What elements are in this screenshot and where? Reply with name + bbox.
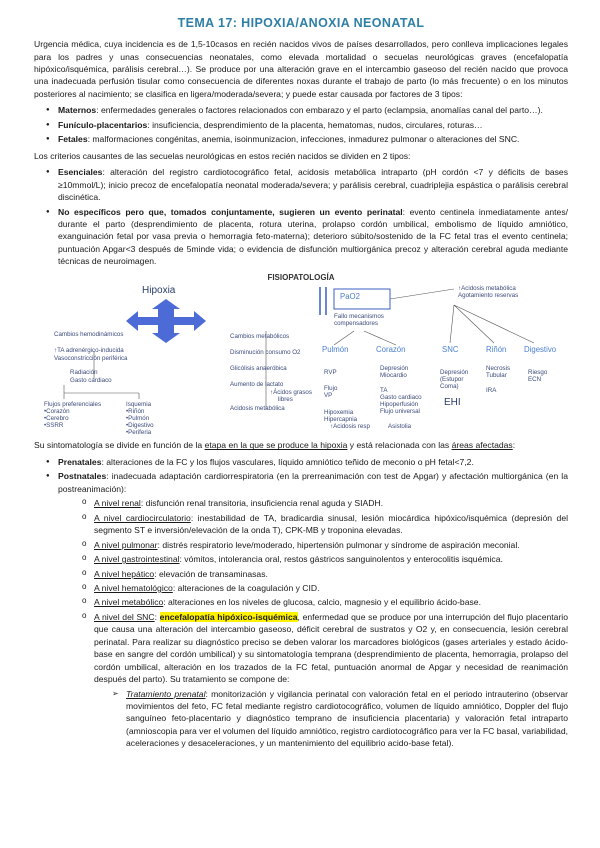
diagram-isquemia-2: •Pulmón <box>126 415 150 423</box>
postnatales-text: : inadecuada adaptación cardiorrespiratoria (en la prerreanimación con test de Apgar) y afectación multiorgánica (en la postreanimación): <box>58 471 568 494</box>
list-item <box>46 470 568 750</box>
level-text: : disfunción renal transitoria, insuficiencia renal aguda y SIADH. <box>140 498 384 509</box>
diagram-pao2: PaO2 <box>340 292 360 302</box>
list-item <box>46 456 568 468</box>
diagram-snc-1: (Estupor <box>440 376 464 384</box>
diagram-flujos-2: •Cerebro <box>44 415 69 423</box>
symptom-intro-c: y está relacionada con las <box>347 440 452 451</box>
diagram-corazon-3: Gasto cardiaco <box>380 394 422 402</box>
criteria-label: Esenciales <box>58 167 103 178</box>
list-item <box>82 553 568 565</box>
diagram-left-ta: ↑TA adrenérgico-inducida <box>54 347 124 355</box>
diagram-head-corazon: Corazón <box>376 345 406 355</box>
level-label: A nivel hepático <box>94 568 155 579</box>
diagram-digestivo-0: Riesgo <box>528 369 548 377</box>
diagram-pulmon-5: ↑Acidosis resp <box>330 423 370 431</box>
diagram-corazon-6: Asistolia <box>388 423 412 431</box>
list-item <box>82 568 568 580</box>
list-item <box>112 688 568 750</box>
treatment-list <box>94 688 568 750</box>
diagram-head-digestivo: Digestivo <box>524 345 557 355</box>
diagram-pulmon-0: RVP <box>324 369 337 377</box>
snc-label: A nivel del SNC <box>94 611 155 622</box>
factor-text: : malformaciones congénitas, anemia, isoinmunizacion, infecciones, inmadurez pulmonar o alteraciones del SNC. <box>87 134 520 145</box>
diagram-isquemia-0: Isquemia <box>126 401 152 409</box>
diagram-isquemia-3: •Digestivo <box>126 422 154 430</box>
diagram-ehi: EHI <box>444 397 461 409</box>
diagram-head-rinon: Riñón <box>486 345 507 355</box>
diagram-rinon-2: IRA <box>486 387 497 395</box>
diagram-mid-0: Cambios metabólicos <box>230 333 290 341</box>
diagram-fallo-0: Fallo mecanismos <box>334 313 384 321</box>
diagram-head-snc: SNC <box>442 345 459 355</box>
diagram-pulmon-4: Hipercapnia <box>324 416 358 424</box>
list-item <box>46 119 568 131</box>
symptom-intro-e: : <box>512 440 516 451</box>
factor-label: Fetales <box>58 134 88 145</box>
diagram-isquemia-4: •Periferia <box>126 429 152 437</box>
diagram-left-vaso: Vasoconstricción periférica <box>54 355 128 363</box>
list-item <box>46 206 568 268</box>
fisiopatologia-heading: FISIOPATOLOGÍA <box>267 272 335 282</box>
diagram-isquemia-1: •Riñón <box>126 408 145 416</box>
criteria-text: : evento centinela inmediatamente antes/ durante el parto (desprendimiento de placenta, rotura uterina, prolapso cordón umbilical, embolismo de líquido amniótico, exanguinación fetal por vasa previa o hemorragia feto-materna); deterioro súbito/sostenido de la FC fetal tras el evento centinela; puntuación Apgar<3 después de 5minde vida; o evidencia de disfunción multiorgánica precoz y alteración cerebral aguda mediante técnicas de neuroimagen. <box>58 206 568 267</box>
diagram-flujos-0: Flujos preferenciales <box>44 401 102 409</box>
list-item <box>82 611 568 750</box>
diagram-corazon-1: Miocardio <box>380 372 407 380</box>
factor-label: Funículo-placentarios <box>58 119 148 130</box>
diagram-rinon-1: Tubular <box>486 372 507 380</box>
list-item <box>82 497 568 509</box>
diagram-rinon-0: Necrosis <box>486 365 511 373</box>
diagram-pulmon-2: VP <box>324 392 333 400</box>
level-label: A nivel renal <box>94 498 141 509</box>
symptom-intro-d: áreas afectadas <box>451 440 513 451</box>
page-title: TEMA 17: HIPOXIA/ANOXIA NEONATAL <box>177 16 425 30</box>
prenatales-text: : alteraciones de la FC y los flujos vasculares, líquido amniótico teñido de meconio o pH fetal<7,2. <box>101 456 474 467</box>
levels-list <box>58 497 568 750</box>
list-item <box>46 133 568 145</box>
diagram-pulmon-1: Flujo <box>324 385 338 393</box>
prenatales-label: Prenatales <box>58 456 102 467</box>
diagram-mid-3: Aumento de lactato <box>230 381 284 389</box>
diagram-mid-6: Acidosis metabólica <box>230 405 285 413</box>
criteria-label: No específicos pero que, tomados conjuntamente, sugieren un evento perinatal <box>58 206 403 217</box>
symptom-intro-a: Su sintomatología se divide en función de la <box>34 440 205 451</box>
diagram-left-cambios: Cambios hemodinámicos <box>54 331 124 339</box>
diagram-pulmon-3: Hipoxemia <box>324 409 354 417</box>
level-text: : alteraciones de la coagulación y CID. <box>172 582 320 593</box>
diagram-corazon-2: TA <box>380 387 388 395</box>
level-label: A nivel cardiocirculatorio <box>94 512 191 523</box>
diagram-acidosis-1: Agotamiento reservas <box>458 292 519 300</box>
level-label: A nivel metabólico <box>94 597 164 608</box>
list-item <box>82 512 568 537</box>
factor-text: : insuficiencia, desprendimiento de la placenta, hematomas, nudos, circulares, roturas… <box>147 119 483 130</box>
diagram-head-pulmon: Pulmón <box>322 345 349 355</box>
symptom-intro <box>34 439 568 451</box>
treatment-label: Tratamiento prenatal <box>126 688 206 699</box>
criteria-intro: Los criterios causantes de las secuelas neurológicas en estos recién nacidos se dividen en 2 tipos: <box>34 150 411 161</box>
diagram-hipoxia-label: Hipoxia <box>142 285 176 297</box>
hipoxia-arrow-icon <box>126 299 206 343</box>
criteria-list <box>34 166 568 268</box>
level-text: : vómitos, intolerancia oral, restos gástricos sanguinolentos y enterocolitis isquémica. <box>179 554 503 565</box>
symptom-intro-b: etapa en la que se produce la hipoxia <box>204 440 348 451</box>
postnatales-label: Postnatales <box>58 471 107 482</box>
diagram-digestivo-1: ECN <box>528 376 542 384</box>
level-text: : inestabilidad de TA, bradicardia sinusal, lesión miocárdica hipóxico/isquémica (depresión del segmento ST e inversión/elevación de la onda T), CPK-MB y troponina elevadas. <box>94 512 569 536</box>
diagram-fallo-1: compensadores <box>334 320 379 328</box>
fisiopatologia-diagram <box>34 285 568 435</box>
list-item <box>82 582 568 594</box>
level-text: : distrés respiratorio leve/moderado, hipertensión pulmonar y síndrome de aspiración meconial. <box>157 539 520 550</box>
diagram-acidosis-0: ↑Acidosis metabólica <box>458 285 516 293</box>
diagram-left-gasto: Gasto cardiaco <box>70 377 112 385</box>
factor-text: : enfermedades generales o factores relacionados con embarazo y el parto (eclampsia, anomalías canal del parto…). <box>96 105 543 116</box>
diagram-mid-1: Disminución consumo O2 <box>230 349 301 357</box>
stage-list <box>34 456 568 750</box>
list-item <box>46 104 568 116</box>
diagram-mid-5: libres <box>278 396 293 404</box>
diagram-flujos-3: •SSRR <box>44 422 64 430</box>
treatment-text: : monitorización y vigilancia perinatal con valoración fetal en el periodo intrauterino (observar movimientos del feto, FC fetal mediante registro cardiotocográfico, volumen de líquido amniótico, Doppler del flujo sanguíneo feto-placentario y diagnóstico temprano de insuficiencia placentaria) y valoración fetal intraparto (amnioscopia para ver el volumen del líquido amniótico, registro cardiotocográfico para ver la FC basal, variabilidad, aceleraciones y desaceleraciones, y un mantenimiento del equilibrio acido-base fetal). <box>126 688 568 749</box>
diagram-corazon-5: Flujo universal <box>380 408 420 416</box>
level-label: A nivel hematológico <box>94 582 173 593</box>
level-label: A nivel pulmonar <box>94 539 158 550</box>
document-page <box>34 0 568 754</box>
diagram-snc-0: Depresión <box>440 369 469 377</box>
level-text: : alteraciones en los niveles de glucosa, calcio, magnesio y el equilibrio ácido-base. <box>163 597 481 608</box>
diagram-mid-4: ↑Ácidos grasos <box>270 389 312 397</box>
factor-list <box>34 104 568 145</box>
snc-highlight: encefalopatía hipóxico-isquémica <box>159 611 298 622</box>
diagram-snc-2: Coma) <box>440 383 459 391</box>
snc-pre: : <box>154 611 160 622</box>
level-text: : elevación de transaminasas. <box>154 568 268 579</box>
diagram-corazon-0: Depresión <box>380 365 409 373</box>
diagram-corazon-4: Hipoperfusión <box>380 401 419 409</box>
diagram-left-radio: Radiación <box>70 369 98 377</box>
diagram-mid-2: Glicólisis anaeróbica <box>230 365 287 373</box>
list-item <box>82 539 568 551</box>
intro-paragraph: Urgencia médica, cuya incidencia es de 1,5-10casos en recién nacidos vivos de países desarrollados, pero conlleva implicaciones legales para los padres y unas consecuencias neonatales, como elevada mortalidad o secuelas neurológicas graves (encefalopatía hipóxico/isquémica, parálisis cerebral…). Se produce por una alteración grave en el intercambio gaseoso del recién nacido que provoca una inadecuada perfusión tisular como consecuencia de diferentes noxas durante el trabajo de parto (lo más frecuente) o en los minutos posteriores al nacimiento; se clasifica en ligera/moderada/severa; y puede estar causada por factores de 3 tipos: <box>34 39 568 99</box>
diagram-flujos-1: •Corazón <box>44 408 70 416</box>
level-label: A nivel gastrointestinal <box>94 554 180 565</box>
criteria-text: : alteración del registro cardiotocográfico fetal, acidosis metabólica intraparto (pH cordón <7 y déficits de bases ≥10mmol/L); inicio precoz de encefalopatía neonatal moderada/severa; y parálisis cerebral, cuadriplejia espástica o parálisis cerebral discinética. <box>58 167 568 203</box>
snc-text: , enfermedad que se produce por una interrupción del flujo placentario que causa una alteración del intercambio gaseoso, déficit cerebral de sustratos y O2 y, en consecuencia, lesión cerebral perinatal. Para realizar su diagnóstico preciso se deben valorar los marcadores biológicos (gases arteriales y estado ácido-base en sangre del cordón umbilical) y su sintomatología temprana (desprendimiento de placenta, hemorragia, prolapso del cordón umbilical, alteración en los trazados de la FC fetal, puntuación anormal de Apgar y necesidad de reanimación después del parto). Su tratamiento se compone de: <box>94 611 568 685</box>
list-item <box>82 596 568 608</box>
list-item <box>46 166 568 203</box>
factor-label: Maternos <box>58 105 97 116</box>
